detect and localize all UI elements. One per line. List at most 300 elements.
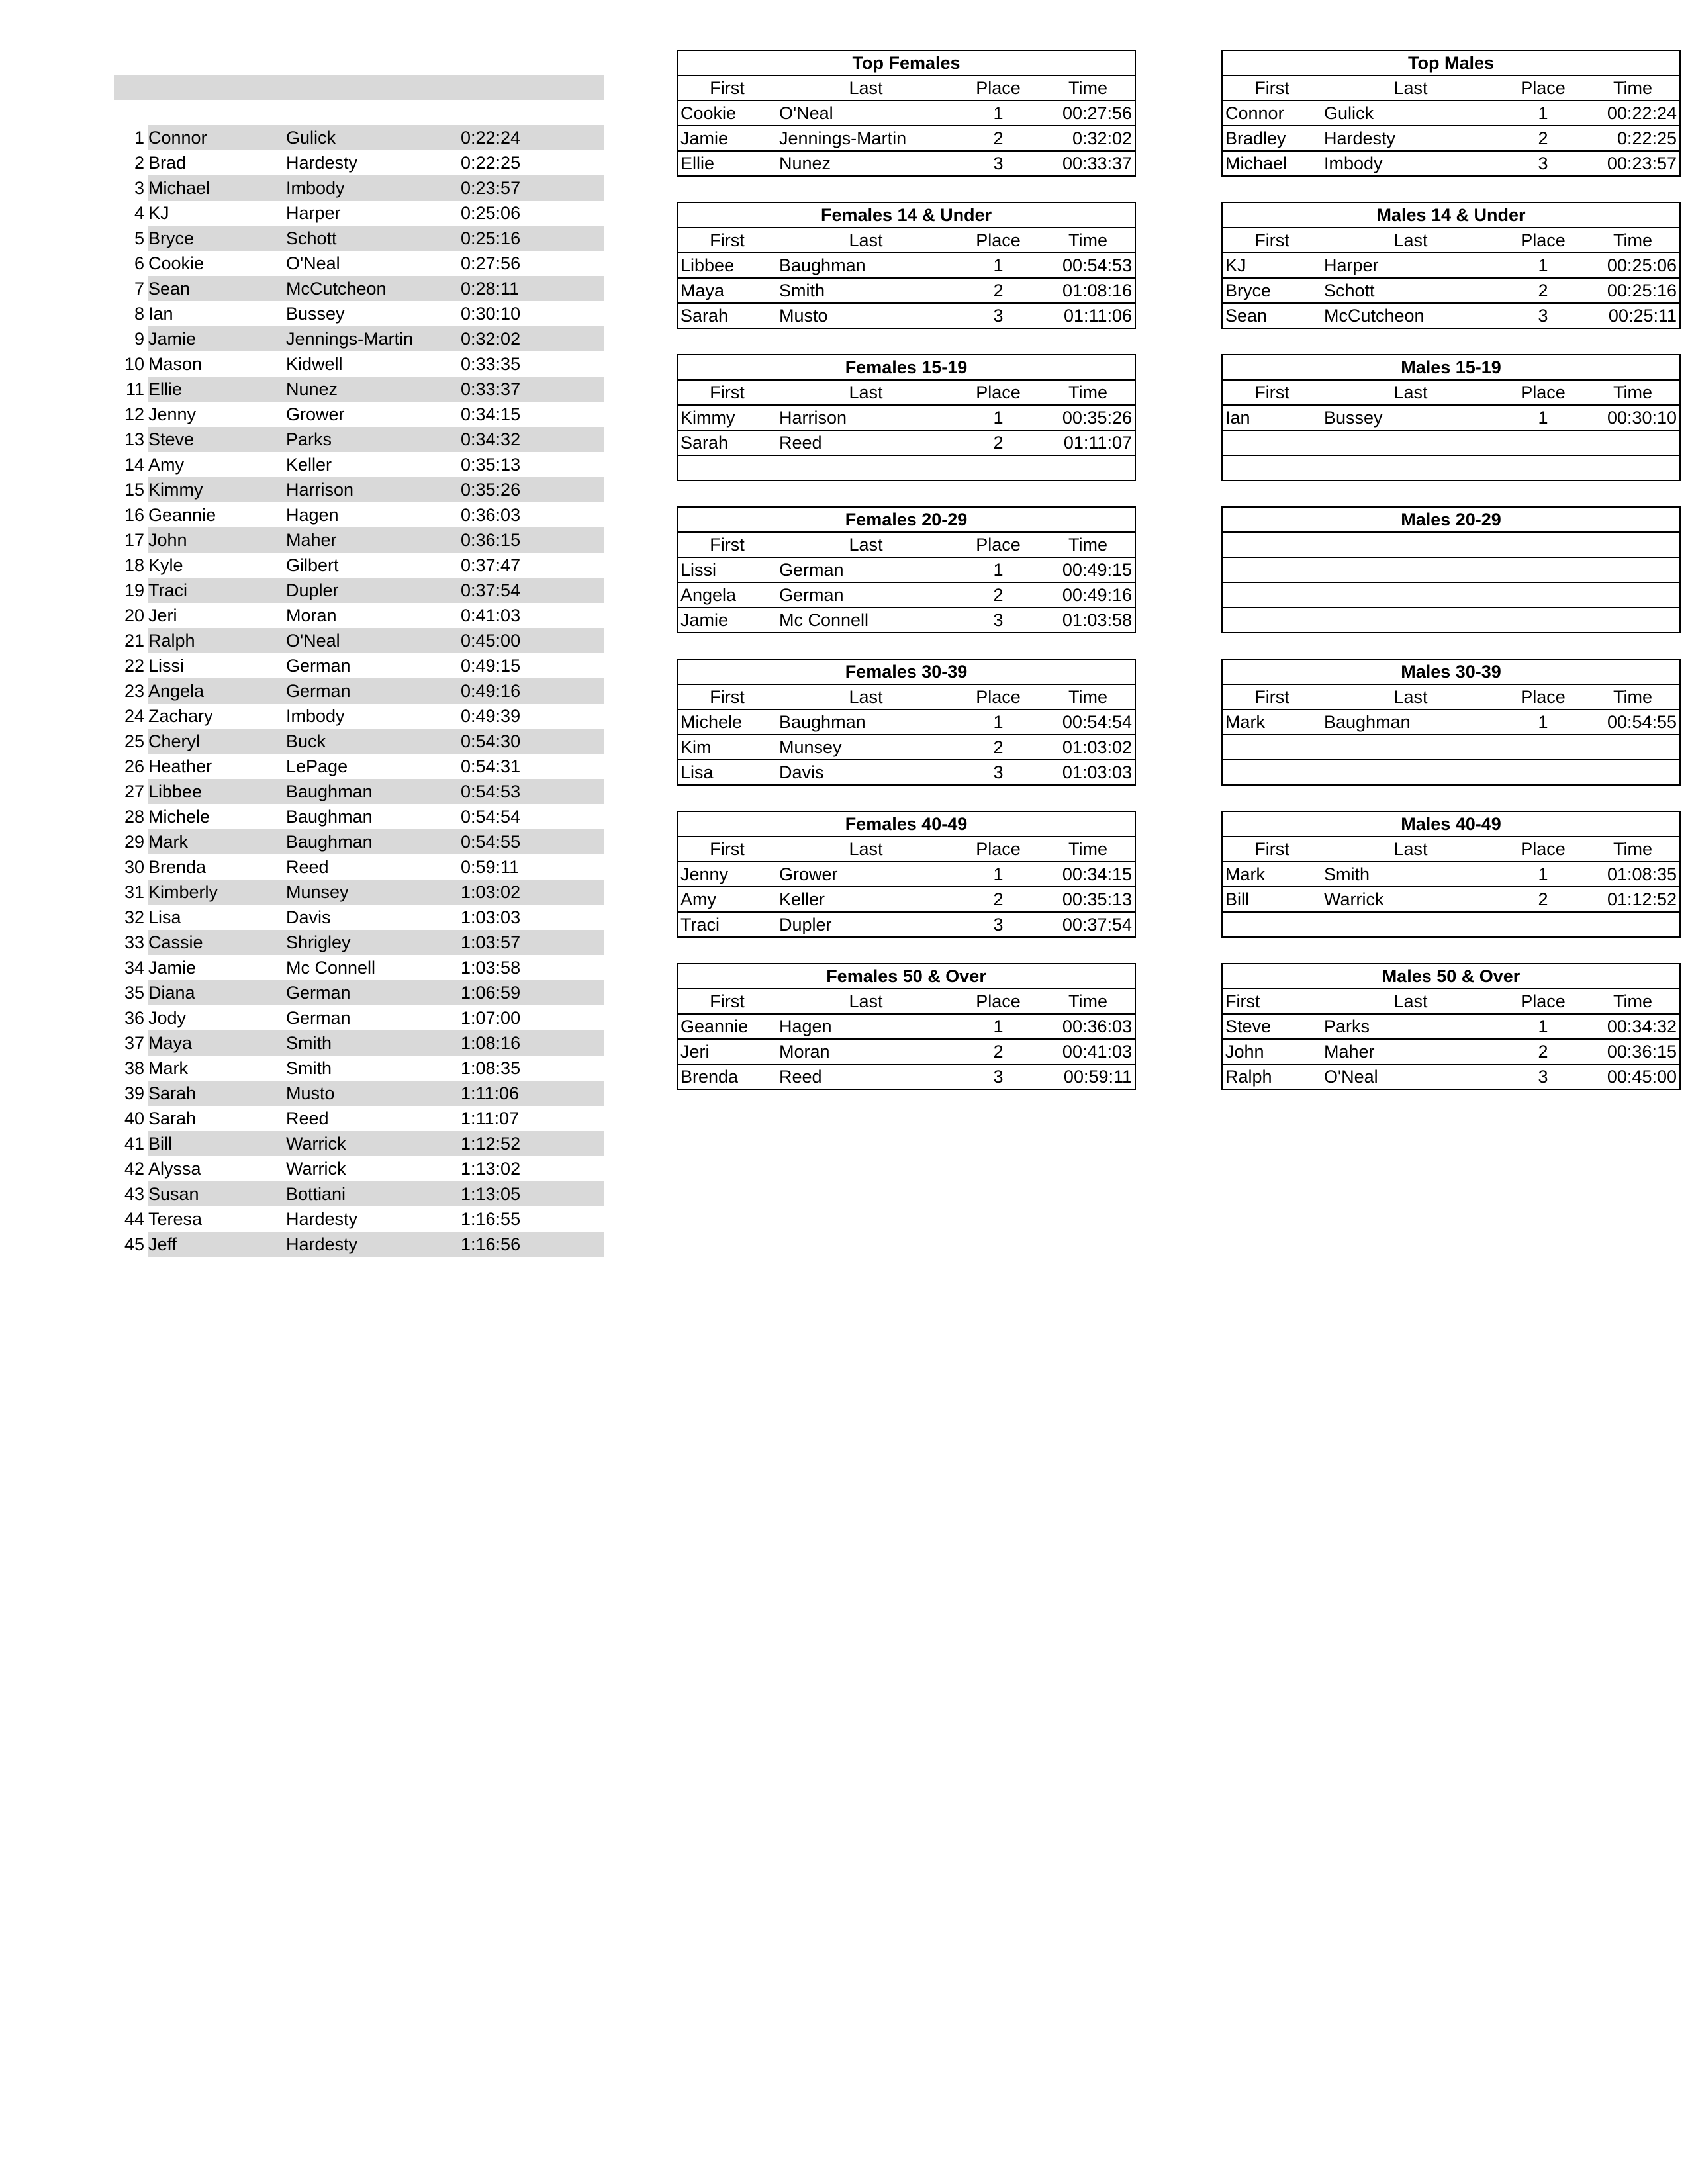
- group-last-name: Bussey: [1321, 405, 1500, 430]
- group-title: Females 14 & Under: [677, 203, 1135, 228]
- overall-first-name: Jeri: [148, 606, 177, 625]
- overall-first-name: Angela: [148, 681, 205, 701]
- overall-rank: 11: [125, 379, 144, 399]
- overall-last-name: O'Neal: [286, 631, 340, 651]
- overall-row: [114, 829, 604, 854]
- group-row: [1222, 278, 1680, 303]
- group-row: [1222, 303, 1680, 328]
- overall-rank: 26: [124, 756, 144, 776]
- overall-last-name: Munsey: [286, 882, 349, 902]
- col-header-first: First: [1222, 989, 1321, 1014]
- overall-row: [114, 452, 604, 477]
- col-header-time: Time: [1041, 989, 1135, 1014]
- overall-time: 0:54:53: [461, 782, 521, 801]
- overall-first-name: Jamie: [148, 958, 197, 978]
- overall-last-name: Dupler: [286, 580, 339, 600]
- group-first-name: Mark: [1222, 862, 1321, 887]
- group-time: [1586, 608, 1680, 633]
- overall-time: 0:34:15: [461, 404, 521, 424]
- overall-time: 1:07:00: [461, 1008, 521, 1028]
- group-last-name: [1321, 735, 1500, 760]
- group-time: 0:32:02: [1041, 126, 1135, 151]
- group-last-name: Jennings-Martin: [776, 126, 955, 151]
- group-place: 2: [955, 430, 1041, 455]
- overall-rank: 16: [124, 505, 144, 525]
- group-first-name: Bradley: [1222, 126, 1321, 151]
- group-first-name: [1222, 430, 1321, 455]
- group-time: 01:03:58: [1041, 608, 1135, 633]
- col-header-last: Last: [776, 684, 955, 709]
- col-header-place: Place: [1500, 684, 1586, 709]
- col-header-place: Place: [1500, 380, 1586, 405]
- overall-first-name: Mark: [148, 1058, 188, 1078]
- group-place: 1: [955, 709, 1041, 735]
- overall-first-name: Sarah: [148, 1083, 197, 1103]
- overall-first-name: Mason: [148, 354, 203, 374]
- group-row: [1222, 862, 1680, 887]
- group-time: 01:08:16: [1041, 278, 1135, 303]
- group-first-name: KJ: [1222, 253, 1321, 278]
- overall-last-name: Mc Connell: [286, 958, 376, 978]
- group-table-females-14-and-under: [677, 202, 1136, 329]
- overall-last-name: Warrick: [286, 1134, 346, 1154]
- overall-row: [114, 1081, 604, 1106]
- group-place: 3: [1500, 303, 1586, 328]
- overall-last-name: Hardesty: [286, 1234, 358, 1254]
- overall-rank: 7: [134, 279, 144, 298]
- group-last-name: Davis: [776, 760, 955, 785]
- overall-row: [114, 779, 604, 804]
- overall-row: [114, 201, 604, 226]
- overall-last-name: Harrison: [286, 480, 354, 500]
- col-header-last: Last: [776, 989, 955, 1014]
- group-table-males-20-29: [1221, 506, 1681, 633]
- overall-rank: 17: [124, 530, 144, 550]
- group-place: 2: [955, 126, 1041, 151]
- group-first-name: John: [1222, 1039, 1321, 1064]
- group-time: 00:23:57: [1586, 151, 1680, 176]
- group-table-females-50-and-over: [677, 963, 1136, 1090]
- col-header-time: Time: [1041, 75, 1135, 101]
- group-time: 00:25:06: [1586, 253, 1680, 278]
- overall-row: [114, 905, 604, 930]
- overall-row: [114, 653, 604, 678]
- col-header-time: Time: [1041, 684, 1135, 709]
- group-row: [1222, 760, 1680, 785]
- group-last-name: Schott: [1321, 278, 1500, 303]
- group-place: [1500, 760, 1586, 785]
- overall-first-name: Bryce: [148, 228, 195, 248]
- col-header-place: Place: [1500, 228, 1586, 253]
- overall-last-name: Smith: [286, 1058, 332, 1078]
- overall-row: [114, 678, 604, 704]
- group-row: [1222, 532, 1680, 557]
- group-first-name: [1222, 912, 1321, 937]
- overall-rank: 13: [124, 430, 144, 449]
- group-last-name: O'Neal: [1321, 1064, 1500, 1089]
- overall-time: 0:32:02: [461, 329, 521, 349]
- group-row: [1222, 912, 1680, 937]
- overall-last-name: Kidwell: [286, 354, 343, 374]
- overall-time: 0:28:11: [461, 279, 520, 298]
- group-title: Females 20-29: [677, 507, 1135, 532]
- overall-first-name: Maya: [148, 1033, 193, 1053]
- overall-time: 1:13:02: [461, 1159, 521, 1179]
- overall-first-name: Cassie: [148, 933, 203, 952]
- group-place: [1500, 608, 1586, 633]
- overall-row: [114, 603, 604, 628]
- overall-first-name: Kimmy: [148, 480, 203, 500]
- overall-last-name: LePage: [286, 756, 348, 776]
- col-header-first: First: [1222, 684, 1321, 709]
- group-row: [677, 735, 1135, 760]
- group-first-name: Ian: [1222, 405, 1321, 430]
- overall-rank: 27: [124, 782, 144, 801]
- group-title: Females 50 & Over: [677, 964, 1135, 989]
- col-header-place: Place: [955, 532, 1041, 557]
- overall-time: 0:27:56: [461, 253, 521, 273]
- overall-time: 1:06:59: [461, 983, 521, 1003]
- group-row: [1222, 151, 1680, 176]
- group-time: 00:36:03: [1041, 1014, 1135, 1039]
- overall-first-name: Steve: [148, 430, 195, 449]
- group-place: 2: [1500, 1039, 1586, 1064]
- col-header-time: Time: [1041, 380, 1135, 405]
- group-last-name: Baughman: [776, 253, 955, 278]
- overall-last-name: Jennings-Martin: [286, 329, 414, 349]
- overall-first-name: Ellie: [148, 379, 183, 399]
- overall-row: [114, 804, 604, 829]
- group-row: [1222, 1064, 1680, 1089]
- group-title: Males 30-39: [1222, 659, 1680, 684]
- overall-row: [114, 754, 604, 779]
- group-last-name: Baughman: [776, 709, 955, 735]
- col-header-time: Time: [1041, 532, 1135, 557]
- overall-time: 0:54:55: [461, 832, 521, 852]
- overall-time: 1:16:55: [461, 1209, 521, 1229]
- group-first-name: [677, 455, 776, 480]
- group-table-females-20-29: [677, 506, 1136, 633]
- col-header-time: Time: [1586, 228, 1680, 253]
- overall-last-name: German: [286, 983, 351, 1003]
- overall-rank: 28: [124, 807, 144, 827]
- group-place: 3: [955, 151, 1041, 176]
- group-time: 00:34:15: [1041, 862, 1135, 887]
- group-first-name: Maya: [677, 278, 776, 303]
- overall-first-name: Sean: [148, 279, 191, 298]
- overall-last-name: McCutcheon: [286, 279, 387, 298]
- overall-first-name: Heather: [148, 756, 212, 776]
- overall-last-name: Hagen: [286, 505, 339, 525]
- overall-last-name: German: [286, 681, 351, 701]
- overall-time: 0:34:32: [461, 430, 521, 449]
- group-table-males-30-39: [1221, 659, 1681, 786]
- group-last-name: Grower: [776, 862, 955, 887]
- overall-row: [114, 125, 604, 150]
- group-place: 2: [955, 278, 1041, 303]
- group-first-name: Cookie: [677, 101, 776, 126]
- group-title: Males 50 & Over: [1222, 964, 1680, 989]
- group-time: [1586, 735, 1680, 760]
- overall-time: 0:33:35: [461, 354, 521, 374]
- overall-first-name: Traci: [148, 580, 187, 600]
- group-time: 00:49:16: [1041, 582, 1135, 608]
- overall-time: 0:49:39: [461, 706, 521, 726]
- overall-first-name: Michael: [148, 178, 211, 198]
- group-time: [1041, 455, 1135, 480]
- overall-first-name: Jamie: [148, 329, 197, 349]
- overall-last-name: Gulick: [286, 128, 336, 148]
- overall-row: [114, 1156, 604, 1181]
- group-place: 3: [955, 303, 1041, 328]
- overall-row: [114, 402, 604, 427]
- overall-time: 0:45:00: [461, 631, 521, 651]
- group-last-name: German: [776, 557, 955, 582]
- overall-last-name: Imbody: [286, 178, 345, 198]
- group-first-name: Traci: [677, 912, 776, 937]
- col-header-first: First: [1222, 380, 1321, 405]
- group-time: 00:41:03: [1041, 1039, 1135, 1064]
- overall-first-name: Lisa: [148, 907, 181, 927]
- overall-rank: 41: [124, 1134, 144, 1154]
- group-title: Top Females: [677, 50, 1135, 75]
- overall-results: [114, 75, 604, 1257]
- overall-row: [114, 1131, 604, 1156]
- group-place: 2: [955, 582, 1041, 608]
- group-place: [1500, 912, 1586, 937]
- col-header-place: Place: [955, 75, 1041, 101]
- group-time: 00:54:55: [1586, 709, 1680, 735]
- group-time: [1586, 430, 1680, 455]
- overall-first-name: Cheryl: [148, 731, 201, 751]
- overall-rank: 30: [124, 857, 144, 877]
- group-time: 00:35:26: [1041, 405, 1135, 430]
- group-time: 01:12:52: [1586, 887, 1680, 912]
- overall-rank: 37: [124, 1033, 144, 1053]
- overall-rank: 6: [134, 253, 144, 273]
- overall-last-name: Nunez: [286, 379, 338, 399]
- group-first-name: [1222, 608, 1321, 633]
- group-time: 01:08:35: [1586, 862, 1680, 887]
- group-place: 1: [1500, 1014, 1586, 1039]
- overall-row: [114, 1030, 604, 1056]
- group-row: [677, 862, 1135, 887]
- group-place: 3: [955, 912, 1041, 937]
- overall-last-name: Moran: [286, 606, 337, 625]
- col-header-time: Time: [1041, 837, 1135, 862]
- overall-last-name: Baughman: [286, 782, 373, 801]
- group-table-males-50-and-over: [1221, 963, 1681, 1090]
- group-table-females-15-19: [677, 354, 1136, 481]
- group-time: 00:30:10: [1586, 405, 1680, 430]
- group-time: 00:36:15: [1586, 1039, 1680, 1064]
- group-place: 1: [955, 1014, 1041, 1039]
- group-place: 2: [1500, 887, 1586, 912]
- group-time: [1586, 532, 1680, 557]
- overall-header-bar: [114, 75, 604, 100]
- overall-first-name: Jenny: [148, 404, 197, 424]
- group-last-name: Gulick: [1321, 101, 1500, 126]
- overall-last-name: Musto: [286, 1083, 335, 1103]
- overall-first-name: Susan: [148, 1184, 199, 1204]
- group-last-name: Maher: [1321, 1039, 1500, 1064]
- group-last-name: Harper: [1321, 253, 1500, 278]
- overall-first-name: John: [148, 530, 187, 550]
- group-time: 00:25:16: [1586, 278, 1680, 303]
- overall-first-name: Sarah: [148, 1109, 197, 1128]
- overall-first-name: Bill: [148, 1134, 173, 1154]
- group-time: 01:03:02: [1041, 735, 1135, 760]
- group-row: [1222, 101, 1680, 126]
- group-place: 3: [955, 1064, 1041, 1089]
- overall-rank: 15: [124, 480, 144, 500]
- overall-rank: 8: [134, 304, 144, 324]
- overall-row: [114, 1056, 604, 1081]
- col-header-last: Last: [1321, 75, 1500, 101]
- group-place: 1: [1500, 862, 1586, 887]
- overall-rank: 9: [134, 329, 144, 349]
- group-first-name: Amy: [677, 887, 776, 912]
- overall-first-name: Connor: [148, 128, 207, 148]
- group-last-name: O'Neal: [776, 101, 955, 126]
- overall-first-name: KJ: [148, 203, 169, 223]
- overall-row: [114, 1206, 604, 1232]
- overall-time: 0:54:30: [461, 731, 521, 751]
- overall-time: 0:49:16: [461, 681, 521, 701]
- group-row: [677, 1064, 1135, 1089]
- group-time: 0:22:25: [1586, 126, 1680, 151]
- col-header-last: Last: [1321, 228, 1500, 253]
- overall-rank: 36: [124, 1008, 144, 1028]
- group-time: [1586, 912, 1680, 937]
- group-row: [1222, 1014, 1680, 1039]
- group-last-name: McCutcheon: [1321, 303, 1500, 328]
- group-row: [1222, 608, 1680, 633]
- overall-time: 0:54:31: [461, 756, 521, 776]
- group-first-name: Ralph: [1222, 1064, 1321, 1089]
- overall-row: [114, 427, 604, 452]
- group-first-name: [1222, 532, 1321, 557]
- overall-time: 0:25:06: [461, 203, 521, 223]
- overall-first-name: Alyssa: [148, 1159, 201, 1179]
- overall-rank: 21: [124, 631, 144, 651]
- group-first-name: Jamie: [677, 126, 776, 151]
- group-last-name: Munsey: [776, 735, 955, 760]
- col-header-time: Time: [1586, 837, 1680, 862]
- overall-time: 1:08:35: [461, 1058, 521, 1078]
- overall-time: 1:03:58: [461, 958, 521, 978]
- group-table-females-30-39: [677, 659, 1136, 786]
- overall-rank: 45: [124, 1234, 144, 1254]
- group-title: Males 14 & Under: [1222, 203, 1680, 228]
- group-time: 00:54:54: [1041, 709, 1135, 735]
- group-first-name: Lissi: [677, 557, 776, 582]
- group-first-name: Kimmy: [677, 405, 776, 430]
- group-place: 1: [1500, 405, 1586, 430]
- group-first-name: Jeri: [677, 1039, 776, 1064]
- overall-rank: 34: [124, 958, 144, 978]
- col-header-time: Time: [1041, 228, 1135, 253]
- group-row: [677, 101, 1135, 126]
- group-last-name: Harrison: [776, 405, 955, 430]
- overall-first-name: Michele: [148, 807, 211, 827]
- group-last-name: Reed: [776, 1064, 955, 1089]
- overall-time: 0:36:03: [461, 505, 521, 525]
- overall-last-name: Imbody: [286, 706, 345, 726]
- group-first-name: Lisa: [677, 760, 776, 785]
- col-header-first: First: [677, 532, 776, 557]
- overall-last-name: Davis: [286, 907, 331, 927]
- overall-last-name: German: [286, 1008, 351, 1028]
- overall-first-name: Lissi: [148, 656, 185, 676]
- overall-rank: 29: [124, 832, 144, 852]
- group-row: [677, 430, 1135, 455]
- overall-rank: 12: [124, 404, 144, 424]
- overall-time: 0:35:26: [461, 480, 521, 500]
- group-time: 00:59:11: [1041, 1064, 1135, 1089]
- group-time: [1586, 455, 1680, 480]
- group-row: [1222, 455, 1680, 480]
- col-header-time: Time: [1586, 380, 1680, 405]
- group-place: [1500, 455, 1586, 480]
- overall-first-name: Zachary: [148, 706, 213, 726]
- col-header-time: Time: [1586, 75, 1680, 101]
- col-header-first: First: [1222, 228, 1321, 253]
- col-header-place: Place: [955, 837, 1041, 862]
- group-row: [677, 1039, 1135, 1064]
- col-header-last: Last: [1321, 837, 1500, 862]
- overall-time: 1:03:02: [461, 882, 521, 902]
- group-place: [1500, 735, 1586, 760]
- overall-first-name: Libbee: [148, 782, 203, 801]
- overall-row: [114, 729, 604, 754]
- overall-row: [114, 553, 604, 578]
- overall-first-name: Brad: [148, 153, 187, 173]
- overall-row: [114, 578, 604, 603]
- col-header-place: Place: [955, 228, 1041, 253]
- group-first-name: Connor: [1222, 101, 1321, 126]
- overall-row: [114, 276, 604, 301]
- group-last-name: [1321, 532, 1500, 557]
- group-first-name: Libbee: [677, 253, 776, 278]
- group-last-name: Moran: [776, 1039, 955, 1064]
- group-last-name: German: [776, 582, 955, 608]
- col-header-first: First: [677, 837, 776, 862]
- overall-last-name: Baughman: [286, 807, 373, 827]
- overall-time: 0:30:10: [461, 304, 521, 324]
- group-first-name: [1222, 760, 1321, 785]
- group-row: [677, 151, 1135, 176]
- overall-row: [114, 930, 604, 955]
- overall-row: [114, 880, 604, 905]
- overall-first-name: Mark: [148, 832, 188, 852]
- overall-rank: 23: [124, 681, 144, 701]
- group-place: 2: [955, 1039, 1041, 1064]
- group-title: Females 40-49: [677, 811, 1135, 837]
- group-last-name: Nunez: [776, 151, 955, 176]
- overall-last-name: Parks: [286, 430, 332, 449]
- group-last-name: Hagen: [776, 1014, 955, 1039]
- overall-row: [114, 628, 604, 653]
- overall-row: [114, 477, 604, 502]
- group-first-name: Ellie: [677, 151, 776, 176]
- overall-time: 0:23:57: [461, 178, 521, 198]
- col-header-place: Place: [955, 684, 1041, 709]
- overall-rank: 20: [124, 606, 144, 625]
- group-place: 1: [955, 101, 1041, 126]
- group-row: [1222, 887, 1680, 912]
- overall-rank: 31: [124, 882, 144, 902]
